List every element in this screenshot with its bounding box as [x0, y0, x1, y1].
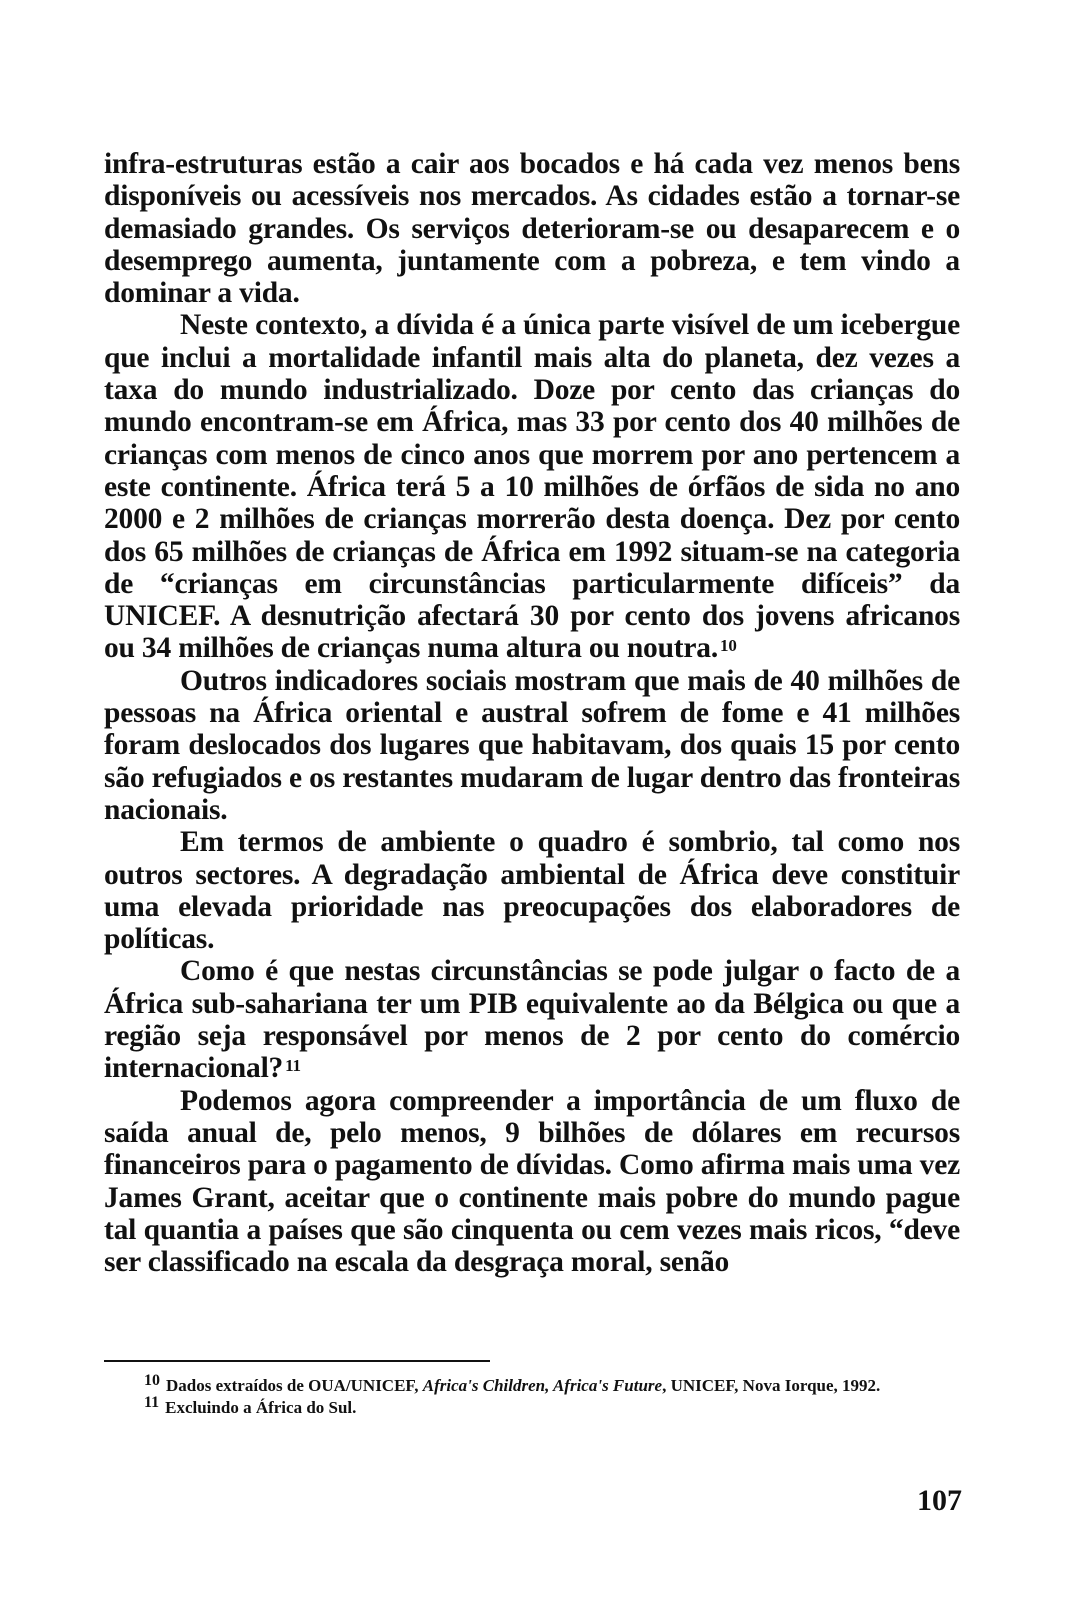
paragraph-text: infra-estruturas estão a cair aos bocados e há cada vez menos bens disponíveis ou acessíveis nos mercados. As cidades estão a tornar-se demasiado grandes. Os serviços deterioram-se ou desaparecem e o desemprego aumenta, juntamente com a pobreza, e tem vindo a dominar a vida.	[104, 148, 960, 310]
paragraph	[104, 665, 960, 826]
paragraph-text: Como é que nestas circunstâncias se pode julgar o facto de a África sub-sahariana ter um PIB equivalente ao da Bélgica ou que a região seja responsável por menos de 2 por cento do comércio internacional?	[104, 955, 960, 1085]
footnote-number: 11	[144, 1394, 160, 1411]
paragraph	[104, 1085, 960, 1279]
footnote-reference: 11	[285, 1056, 301, 1076]
footnote-text: , UNICEF, Nova Iorque, 1992.	[662, 1376, 881, 1395]
paragraph	[104, 955, 960, 1084]
footnote-divider	[104, 1360, 490, 1362]
footnote-cited-title: Africa's Children, Africa's Future	[422, 1376, 663, 1395]
footnote	[104, 1394, 960, 1419]
footnote-reference: 10	[720, 636, 737, 656]
paragraph-text: Outros indicadores sociais mostram que mais de 40 milhões de pessoas na África oriental e austral sofrem de fome e 41 milhões foram deslocados dos lugares que habitavam, dos quais 15 por cento são refugiados e os restantes mudaram de lugar dentro das fronteiras nacionais.	[104, 664, 960, 826]
paragraph	[104, 826, 960, 955]
footnote-text: Dados extraídos de OUA/UNICEF,	[166, 1376, 423, 1395]
paragraph-text: Em termos de ambiente o quadro é sombrio, tal como nos outros sectores. A degradação ambiental de África deve constituir uma elevada prioridade nas preocupações dos elaboradores de políticas.	[104, 826, 960, 956]
page-number: 107	[917, 1484, 962, 1517]
footnote-number: 10	[144, 1372, 160, 1389]
paragraph-text: Neste contexto, a dívida é a única parte visível de um icebergue que inclui a mortalidade infantil mais alta do planeta, dez vezes a taxa do mundo industrializado. Doze por cento das crianças do mundo encontram-se em África, mas 33 por cento dos 40 milhões de crianças com menos de cinco anos que morrem por ano pertencem a este continente. África terá 5 a 10 milhões de órfãos de sida no ano 2000 e 2 milhões de crianças morrerão desta doença. Dez por cento dos 65 milhões de crianças de África em 1992 situam-se na categoria de “crianças em circunstâncias particularmente difíceis” da UNICEF. A desnutrição afectará 30 por cento dos jovens africanos ou 34 milhões de crianças numa altura ou noutra.	[104, 309, 960, 665]
footnote	[104, 1372, 960, 1397]
paragraph	[104, 148, 960, 309]
paragraph	[104, 309, 960, 664]
paragraph-text: Podemos agora compreender a importância de um fluxo de saída anual de, pelo menos, 9 bilhões de dólares em recursos financeiros para o pagamento de dívidas. Como afirma mais uma vez James Grant, aceitar que o continente mais pobre do mundo pague tal quantia a países que são cinquenta ou cem vezes mais ricos, “deve ser classificado na escala da desgraça moral, senão	[104, 1084, 960, 1279]
body-text	[104, 148, 960, 1278]
footnote-text: Excluindo a África do Sul.	[165, 1398, 357, 1417]
footnotes	[104, 1372, 960, 1419]
